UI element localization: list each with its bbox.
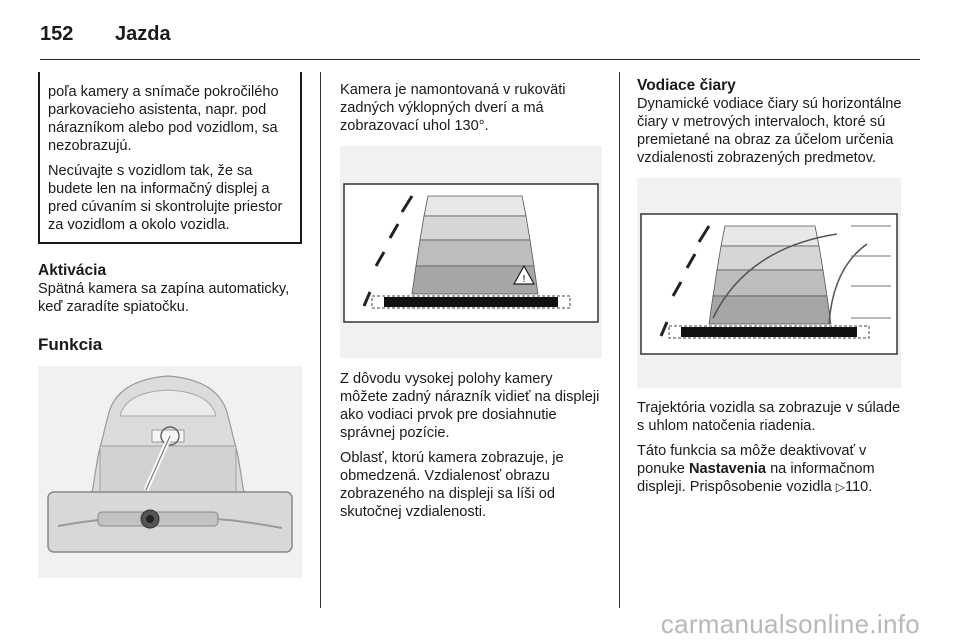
warning-paragraph: Necúvajte s vozidlom tak, že sa budete len na informačný displej a pred cúvaním si skontrolujte priestor za vozidlom a okolo vozidla. [48, 163, 283, 233]
activation-heading: Aktivácia [38, 262, 107, 279]
body-paragraph: Kamera je namontovaná v rukoväti zadných výklopných dverí a má zobrazovací uhol 130°. [340, 82, 566, 134]
activation-text: Spätná kamera sa zapína automaticky, keď zaradíte spiatočku. [38, 281, 290, 315]
rear-view-display-illustration [340, 146, 602, 358]
body-paragraph: Z dôvodu vysokej polohy kamery môžete zadný nárazník vidieť na displeji ako vodiaci prvok pre dosiahnutie správnej pozície. [340, 371, 600, 441]
car-rear-camera-icon [38, 366, 302, 578]
column-1 [38, 72, 304, 578]
warning-box [38, 72, 302, 244]
camera-location-illustration [38, 366, 302, 578]
column-2 [340, 72, 602, 528]
guide-lines-heading: Vodiace čiary [637, 77, 736, 94]
guide-lines-text: Dynamické vodiace čiary sú horizontálne čiary v metrových intervaloch, ktoré sú premietané na obraz za účelom určenia vzdialenosti zobrazených predmetov. [637, 96, 902, 166]
warning-paragraph: poľa kamery a snímače pokročilého parkovacieho asistenta, napr. pod nárazníkom alebo pod vozidlom, sa nezobrazujú. [48, 84, 279, 154]
trajectory-text: Trajektória vozidla sa zobrazuje v súlade s uhlom natočenia riadenia. [637, 400, 901, 434]
column-3 [637, 72, 903, 503]
header-rule [40, 59, 920, 60]
footer-watermark: carmanualsonline.info [660, 609, 920, 639]
page-number: 152 [40, 22, 74, 45]
body-paragraph: Oblasť, ktorú kamera zobrazuje, je obmedzená. Vzdialenosť obrazu zobrazeného na displeji sa líši od skutočnej vzdialenosti. [340, 450, 564, 520]
chapter-title: Jazda [115, 22, 171, 45]
column-divider [619, 72, 620, 608]
svg-text:!: ! [521, 274, 527, 285]
rear-camera-view-icon [340, 146, 602, 358]
trajectory-illustration [637, 178, 901, 388]
deactivation-text [637, 442, 903, 496]
deactivation-text-part: na informačnom displeji. Prispôsobenie vozidla [637, 461, 875, 495]
function-heading: Funkcia [38, 335, 103, 354]
page-header [40, 16, 171, 52]
settings-menu-name: Nastavenia [688, 461, 767, 477]
page-reference[interactable]: 110. [844, 479, 873, 495]
page-reference-arrow-icon: ▷ [835, 480, 845, 494]
column-divider [320, 72, 321, 608]
deactivation-text-part: Táto funkcia sa môže deaktivovať v ponuke [637, 443, 867, 477]
trajectory-view-icon [637, 178, 901, 388]
